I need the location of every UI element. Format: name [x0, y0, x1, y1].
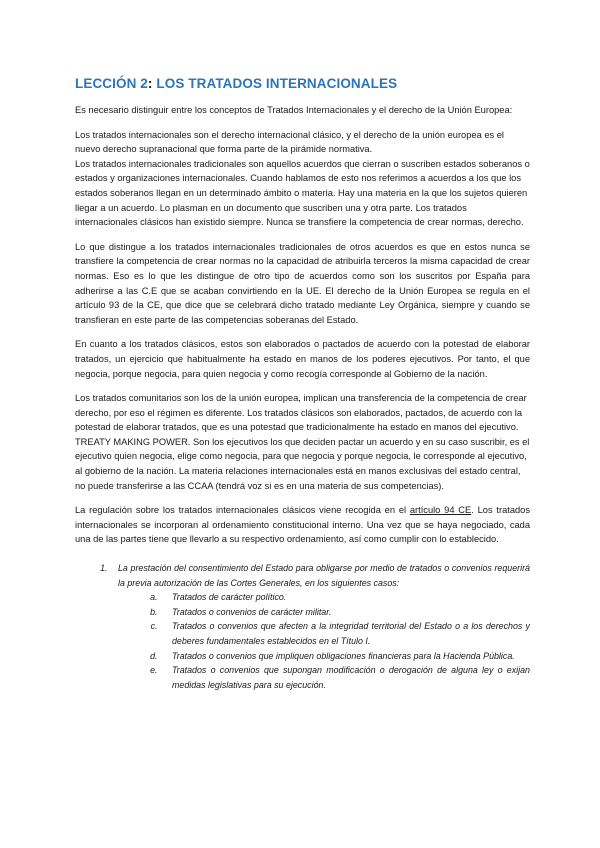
paragraph-2-part-b: Eso es lo que les distingue de otro tipo de acuerdos como son los suscritos por España para adherirse a las C.E que se acaban convirtiendo en la UE. El derecho de la Unión Europea se regula en el artículo 93 de la CE, que dice que se celebrará dicho tratado mediante Ley Orgánica, siempre y cuando se transfieran en este parte de las competencias soberanas del Estado. [75, 270, 530, 325]
article-94-link[interactable]: artículo 94 CE [409, 505, 472, 516]
paragraph-2-part-a: Lo que distingue a los tratados internacionales tradicionales de otros acuerdos es que en estos nunca se transfiere la competencia de crear normas no la capacidad de atribuirla terceros la misma capacidad de crear normas. [75, 241, 530, 281]
intro-paragraph: Es necesario distinguir entre los conceptos de Tratados Internacionales y el derecho de la Unión Europea: [75, 105, 513, 115]
case-item: b. Tratados o convenios de carácter militar. [160, 605, 530, 620]
paragraph-3: En cuanto a los tratados clásicos, estos son elaborados o pactados de acuerdo con la potestad de elaborar tratados, un ejercicio que habitualmente ha estado en manos de los poderes ejecutivos. Por tanto, el que negocia, porque negocia, para quien negocia y como recogía corresponde al Gobierno de la nación. [75, 339, 530, 379]
paragraph-4: Los tratados comunitarios son los de la unión europea, implican una transferencia de la competencia de crear derecho, por eso el régimen es diferente. Los tratados clásicos son elaborados, pactados, de acuerdo con la potestad de elaborar tratados, que es una potestad que tradicionalmente ha estado en manos del ejecutivo. TREATY MAKING POWER. Son los ejecutivos los que deciden pactar un acuerdo y en su caso suscribir, es el ejecutivo quien negocia, elige como negocia, para que negocia y porque negocia, le corresponde al ejecutivo, al gobierno de la nación. La materia relaciones internacionales está en manos exclusivas del estado central, no puede transferirse a las CCAA (tendrá voz si es en una materia de sus competencias). [75, 393, 530, 491]
article-94-list [75, 561, 530, 692]
lesson-topic: LOS TRATADOS INTERNACIONALES [156, 76, 398, 91]
case-item: e. Tratados o convenios que supongan modificación o derogación de alguna ley o exijan medidas legislativas para su ejecución. [160, 663, 530, 692]
cases-list [118, 590, 530, 692]
article-item-1 [110, 561, 530, 692]
paragraph-1b: Los tratados internacionales tradicionales son aquellos acuerdos que cierran o suscriben estados soberanos o estados y organizaciones internacionales. Cuando hablamos de esto nos referimos a acuerdos a los que los estados soberanos llegan en un determinado ámbito o materia. Hay una materia en la que los sujetos quieren llegar a un acuerdo. Lo plasman en un documento que suscriben una y otra parte. Los tratados internacionales clásicos han existido siempre. Nunca se transfiere la competencia de crear normas, derecho. [75, 158, 530, 228]
title-separator: : [147, 76, 153, 91]
paragraph-5-before: La regulación sobre los tratados internacionales clásicos viene recogida en el [75, 505, 410, 516]
case-item: d. Tratados o convenios que impliquen obligaciones financieras para la Hacienda Pública. [160, 649, 530, 664]
paragraph-2 [75, 240, 530, 328]
lesson-number: LECCIÓN 2 [75, 76, 148, 91]
paragraph-1a: Los tratados internacionales son el derecho internacional clásico, y el derecho de la unión europea es el nuevo derecho supranacional que forma parte de la pirámide normativa. [75, 129, 504, 155]
paragraph-5-after: . Los tratados internacionales se incorporan al ordenamiento constitucional interno. Una vez que se haya negociado, cada una de las partes tiene que llevarlo a su respectivo ordenamiento, así como cumplir con lo establecido. [75, 505, 530, 545]
article-item-1-text: La prestación del consentimiento del Estado para obligarse por medio de tratados o convenios requerirá la previa autorización de las Cortes Generales, en los siguientes casos: [118, 563, 530, 588]
case-item: a. Tratados de carácter político. [160, 590, 530, 605]
paragraph-5 [75, 503, 530, 547]
page-title [75, 76, 530, 91]
case-item: c. Tratados o convenios que afecten a la integridad territorial del Estado o a los derechos y deberes fundamentales establecidos en el Título I. [160, 619, 530, 648]
